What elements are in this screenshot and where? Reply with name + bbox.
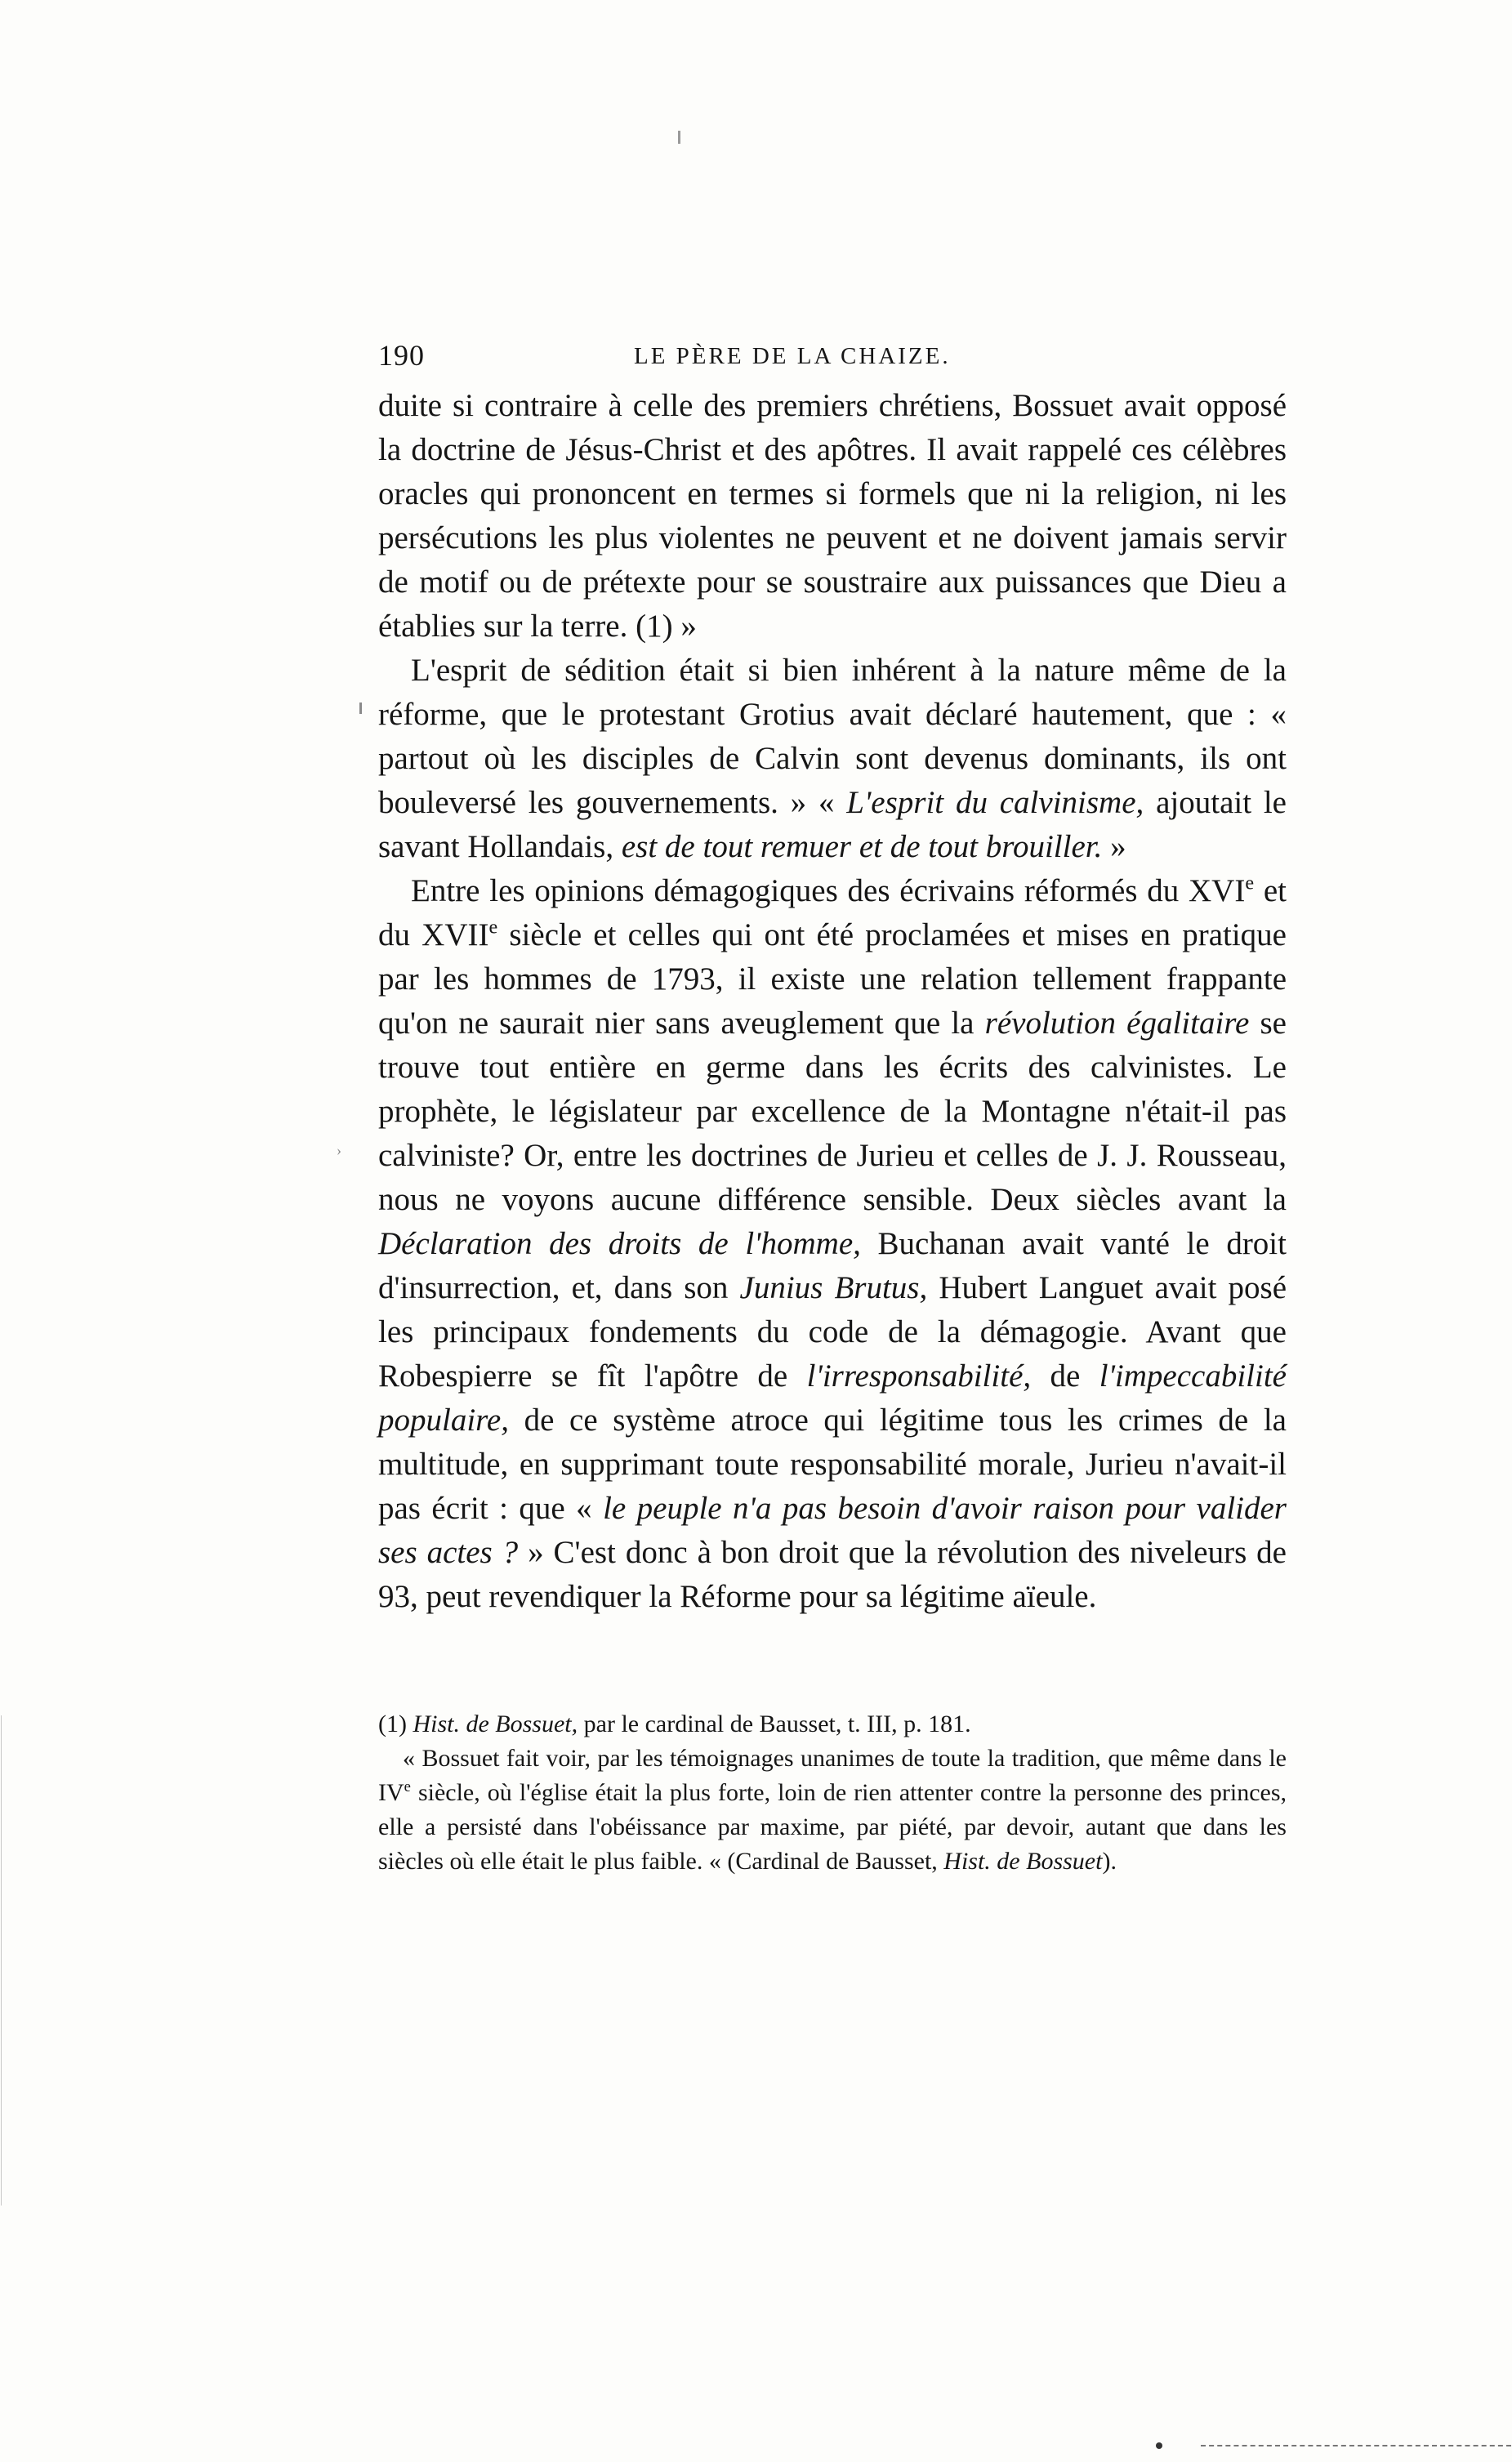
italic-run: l'impeccabilité populaire, [378,1358,1287,1438]
bottom-rule [1201,2445,1511,2446]
paragraph [378,649,1287,869]
text-run: « Bossuet fait voir, par les témoignages unanimes de toute la tradition, que même dans le IV [378,1745,1287,1806]
main-text [378,384,1287,1619]
text-run: par le cardinal de Bausset, t. III, p. 181. [578,1710,971,1737]
footnote-marker: (1) [378,1710,413,1737]
italic-run: Hist. de Bossuet [943,1848,1103,1875]
print-speck [359,702,362,714]
text-run: ). [1102,1848,1117,1875]
text-run: et du XVII [378,873,1287,952]
page-header [378,338,1287,379]
text-run: Hubert Languet avait posé les principaux fondements du code de la démagogie. Avant que Robespierre se fît l'apôtre de [378,1270,1287,1394]
text-run: de [1031,1358,1099,1394]
text-run: ajoutait le savant Hollandais, [378,785,1287,864]
text-run: de ce système atroce qui légitime tous les crimes de la multitude, en supprimant toute responsabilité morale, Jurieu n'avait-il pas écrit : que « [378,1403,1287,1526]
running-title: LE PÈRE DE LA CHAIZE. [634,343,951,369]
binding-edge [1,1715,2,2206]
superscript: e [1245,872,1255,894]
italic-run: le peuple n'a pas besoin d'avoir raison pour valider ses actes ? [378,1491,1287,1570]
text-run: » C'est donc à bon droit que la révolution des niveleurs de 93, peut revendiquer la Réforme pour sa légitime aïeule. [378,1535,1287,1614]
text-run: » [1102,829,1126,864]
paragraph [378,869,1287,1619]
print-dot [1156,2442,1162,2449]
text-run: siècle et celles qui ont été proclamées et mises en pratique par les hommes de 1793, il existe une relation tellement frappante qu'on ne saurait nier sans aveuglement que la [378,917,1287,1041]
footnote [378,1707,1287,1742]
footnotes [378,1707,1287,1879]
text-run: siècle, où l'église était la plus forte, loin de rien attenter contre la personne des princes, elle a persisté dans l'obéissance par maxime, par piété, par devoir, autant que dans les siècles où elle était le plus faible. « (Cardinal de Bausset, [378,1779,1287,1875]
paragraph [378,384,1287,649]
text-run: duite si contraire à celle des premiers chrétiens, Bossuet avait opposé la doctrine de Jésus-Christ et des apôtres. Il avait rappelé ces célèbres oracles qui prononcent en termes si formels que ni la religion, ni les persécutions les plus violentes ne peuvent et ne doivent jamais servir de motif ou de prétexte pour se soustraire aux puissances que Dieu a établies sur la terre. (1) » [378,388,1287,644]
footnote [378,1742,1287,1879]
italic-run: révolution égalitaire [984,1006,1250,1041]
italic-run: L'esprit du calvinisme, [846,785,1144,820]
superscript: e [488,916,498,939]
print-speck [678,131,680,144]
italic-run: Hist. de Bossuet, [413,1710,578,1737]
text-run: Entre les opinions démagogiques des écrivains réformés du XVI [411,873,1246,908]
text-run: se trouve tout entière en germe dans les écrits des calvinistes. Le prophète, le législateur par excellence de la Montagne n'était-il pas calviniste? Or, entre les doctrines de Jurieu et celles de J. J. Rousseau, nous ne voyons aucune différence sensible. Deux siècles avant la [378,1006,1287,1217]
italic-run: Déclaration des droits de l'homme, [378,1226,861,1261]
italic-run: l'irresponsabilité, [806,1358,1032,1394]
italic-run: est de tout remuer et de tout brouiller. [621,829,1103,864]
text-run: L'esprit de sédition était si bien inhérent à la nature même de la réforme, que le protestant Grotius avait déclaré hautement, que : « partout où les disciples de Calvin sont devenus dominants, ils ont bouleversé les gouvernements. » « [378,653,1287,820]
superscript: e [404,1777,411,1795]
italic-run: Junius Brutus, [739,1270,928,1305]
margin-mark: › [337,1142,341,1158]
text-run: Buchanan avait vanté le droit d'insurrection, et, dans son [378,1226,1287,1305]
page-number: 190 [378,339,425,372]
